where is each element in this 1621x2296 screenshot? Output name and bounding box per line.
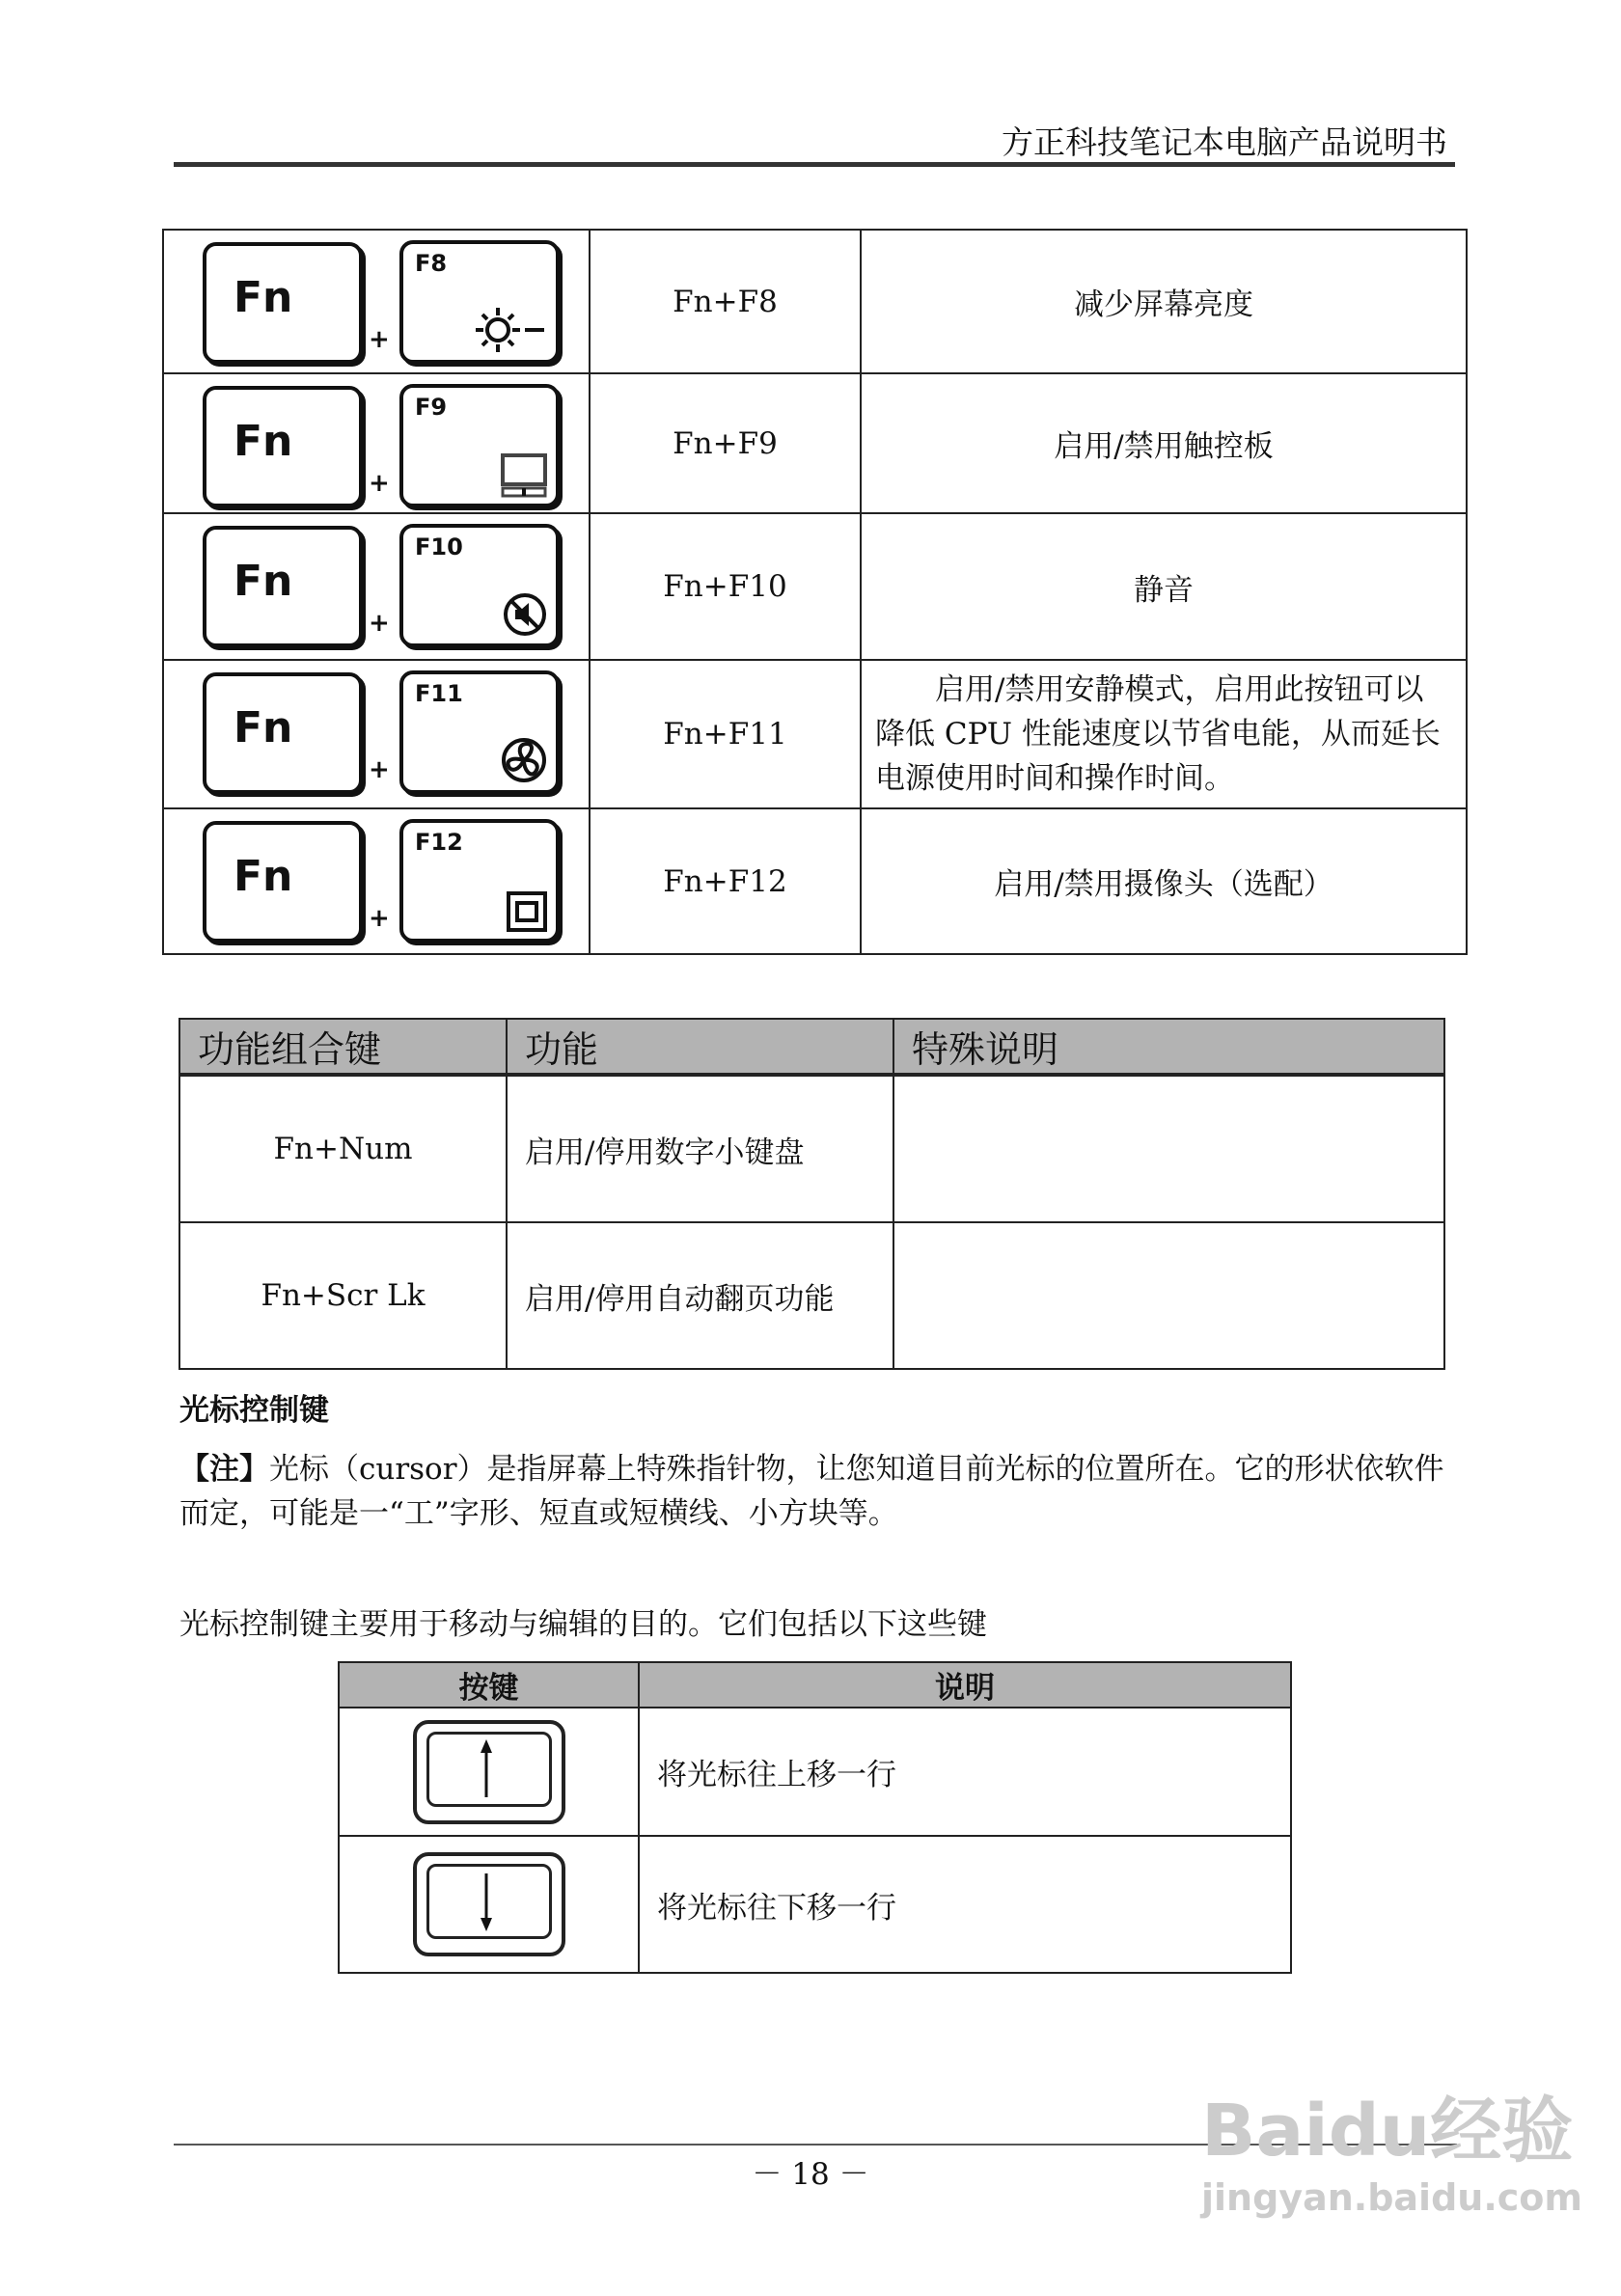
key-image: Fn + F11 [163,660,590,808]
column-header: 按键 [339,1662,639,1708]
note-paragraph [179,1447,1453,1536]
key-image: Fn + F9 [163,373,590,513]
func-cell: 启用/停用数字小键盘 [507,1075,893,1222]
desc-cell: 启用/禁用安静模式，启用此按钮可以降低 CPU 性能速度以节省电能，从而延长电源使用时间和操作时间。 [861,660,1467,808]
desc-cell: 将光标往下移一行 [639,1836,1291,1973]
combo-cell: Fn+F8 [590,230,861,373]
combo-cell: Fn+Num [179,1075,507,1222]
header-title: 方正科技笔记本电脑产品说明书 [1002,123,1447,161]
fan-icon [500,736,548,784]
mute-icon [502,591,548,638]
desc-cell: 将光标往上移一行 [639,1708,1291,1836]
cursor-key-table [338,1661,1292,1974]
key-image: Fn + F12 [163,808,590,954]
column-header: 说明 [639,1662,1291,1708]
key-image: Fn + F8 [163,230,590,373]
arrow-up-icon [413,1720,565,1824]
key-image: Fn + F10 [163,513,590,660]
combo-cell: Fn+F12 [590,808,861,954]
combo-cell: Fn+Scr Lk [179,1222,507,1369]
func-cell: 启用/停用自动翻页功能 [507,1222,893,1369]
desc-cell: 静音 [861,513,1467,660]
table-row [179,1222,1444,1369]
camera-icon [506,890,548,933]
section-title: 光标控制键 [179,1393,329,1428]
table-row [339,1836,1291,1973]
table-row [163,660,1467,808]
combo-cell: Fn+F10 [590,513,861,660]
touchpad-icon [500,453,548,498]
page-number: － 18 － [752,2157,869,2192]
table-row [163,513,1467,660]
column-header: 功能组合键 [179,1019,507,1075]
table-row [163,230,1467,373]
note-cell [893,1222,1444,1369]
intro-paragraph: 光标控制键主要用于移动与编辑的目的。它们包括以下这些键 [179,1607,987,1642]
brightness-down-icon [471,306,548,354]
combo-key-table [179,1018,1445,1370]
table-row [163,808,1467,954]
arrow-down-icon [413,1852,565,1956]
note-label: 【注】 [179,1452,269,1487]
column-header: 功能 [507,1019,893,1075]
combo-cell: Fn+F9 [590,373,861,513]
table-row [339,1708,1291,1836]
table-row [163,373,1467,513]
baidu-watermark: Baidu经验 jingyan.baidu.com [1201,2090,1582,2219]
combo-cell: Fn+F11 [590,660,861,808]
note-cell [893,1075,1444,1222]
desc-cell: 减少屏幕亮度 [861,230,1467,373]
header-rule [174,162,1455,167]
desc-cell: 启用/禁用摄像头（选配） [861,808,1467,954]
table-row [179,1075,1444,1222]
fn-key-table [162,229,1468,955]
desc-cell: 启用/禁用触控板 [861,373,1467,513]
column-header: 特殊说明 [893,1019,1444,1075]
note-text: 光标（cursor）是指屏幕上特殊指针物，让您知道目前光标的位置所在。它的形状依软件而定，可能是一“工”字形、短直或短横线、小方块等。 [179,1452,1444,1531]
